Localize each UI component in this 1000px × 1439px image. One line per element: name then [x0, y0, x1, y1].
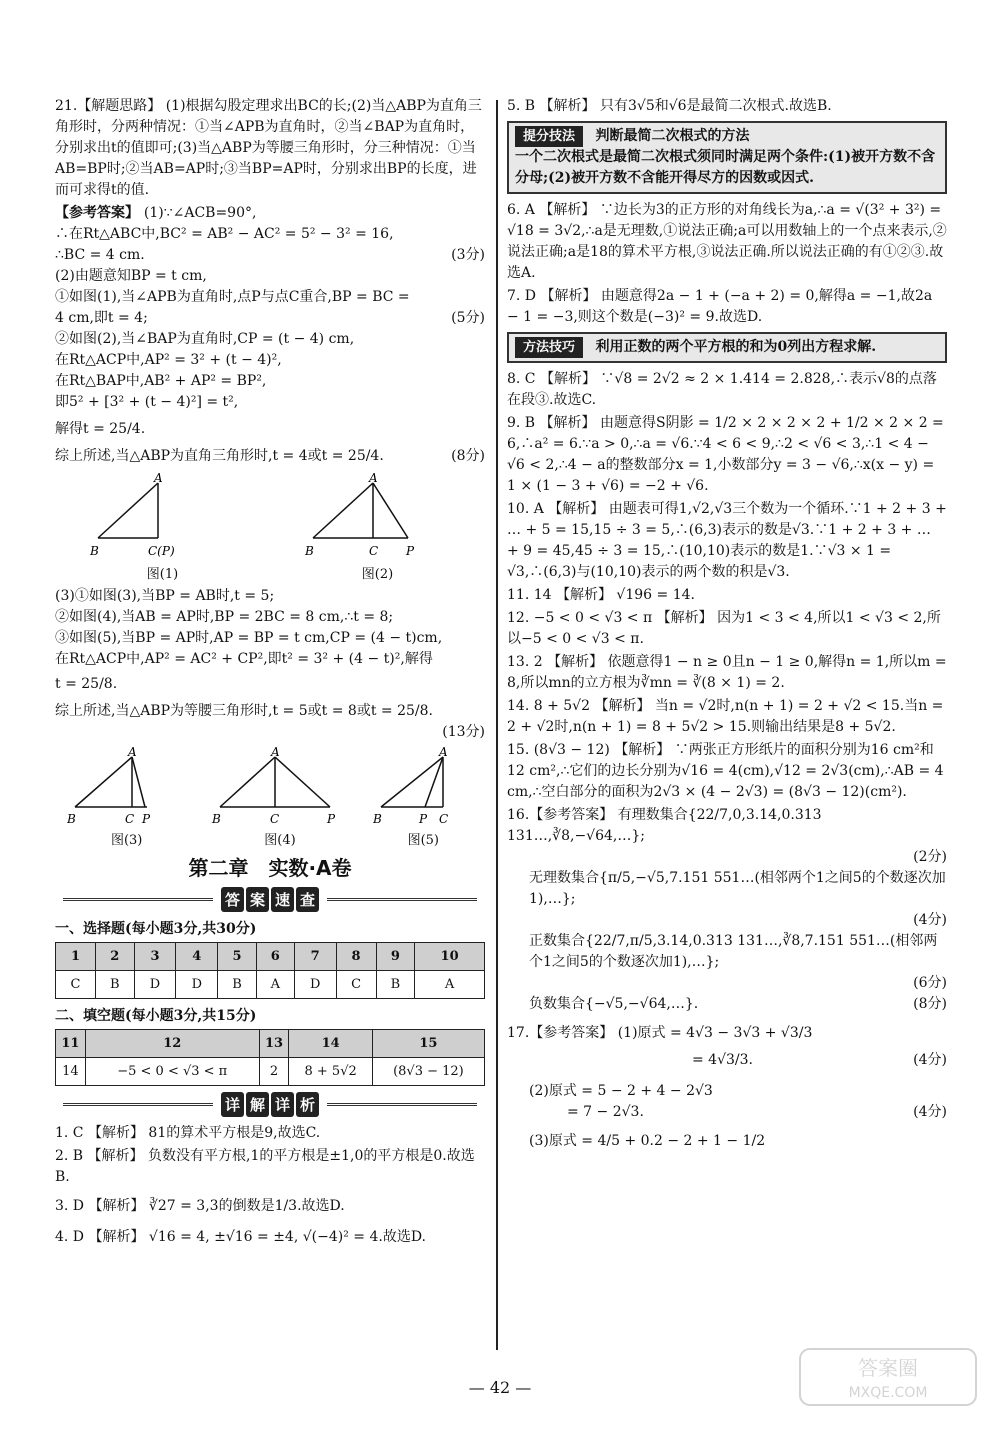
tip-box	[507, 121, 947, 194]
figure-label: C(P)	[147, 544, 175, 558]
score: (8分)	[913, 996, 947, 1012]
table-cell: 14	[56, 1058, 86, 1086]
q21-line: ③如图(5),当BP = AP时,AP = BP = t cm,CP = (4 − t)cm,	[55, 630, 443, 646]
figure-caption: 图(2)	[361, 567, 394, 582]
q16-line: 负数集合{−√5,−√64,…}. (8分)	[507, 994, 947, 1015]
table-cell: A	[415, 971, 485, 999]
detail-item: 15. (8√3 − 12) 【解析】 ∵两张正方形纸片的面积分别为16 cm²和12 cm²,∴它们的边长分别为√16 = 4(cm),√12 = 2√3(cm),∴AB = 4 cm,∴空白部分的面积为2√3 × (4 − 2√3) = (8√3 − 12)(cm²).	[507, 742, 944, 800]
q17-line: (3)原式 = 4/5 + 0.2 − 2 + 1 − 1/2	[529, 1133, 766, 1149]
figure-label: A	[153, 473, 163, 485]
table-header: 10	[415, 943, 485, 971]
q21-line: ②如图(2),当∠BAP为直角时,CP = (t − 4) cm,	[55, 331, 355, 347]
detailed-analysis-banner	[55, 1092, 485, 1117]
q21-head: 21.【解题思路】 (1)根据勾股定理求出BC的长;(2)当△ABP为直角三角形时，分两种情况：①当∠APB为直角时，②当∠BAP为直角时，分别求出t的值即可;(3)当△ABP为等腰三角形时，分三种情况：①当AB=BP时;②当AB=AP时;③当BP=AP时，分别求出BP的长度，进而可求得t的值.	[55, 98, 482, 198]
q21-line: 综上所述,当△ABP为直角三角形时,t = 4或t = 25/4. (8分)	[55, 446, 485, 467]
table-cell: D	[176, 971, 218, 999]
table-cell: D	[294, 971, 336, 999]
figure-4-drawing	[210, 747, 350, 827]
fill-section-title: 二、填空题(每小题3分,共15分)	[55, 1008, 257, 1024]
q21-answer-label: 【参考答案】 (1)∵∠ACB=90°,	[55, 205, 257, 221]
choice-section-title: 一、选择题(每小题3分,共30分)	[55, 921, 257, 937]
q16-line: 16.【参考答案】 有理数集合{22/7,0,3.14,0.313 131…,∛8,−√64,…};	[507, 807, 822, 844]
q21-line: ∴BC = 4 cm. (3分)	[55, 245, 485, 266]
figure-5-drawing	[373, 747, 473, 827]
score: (6分)	[913, 975, 947, 991]
banner-char: 析	[296, 1092, 319, 1117]
banner-char: 案	[246, 887, 269, 912]
figure-label: B	[304, 544, 314, 558]
detail-item: 5. B 【解析】 只有3√5和√6是最简二次根式.故选B.	[507, 98, 832, 114]
figure-4	[210, 747, 350, 848]
detail-item: 13. 2 【解析】 依题意得1 − n ≥ 0且n − 1 ≥ 0,解得n = 1,所以m = 8,所以mn的立方根为∛mn = ∛(8 × 1) = 2.	[507, 654, 947, 691]
figure-label: A	[368, 473, 378, 485]
figures-row-2	[55, 747, 485, 848]
svg-text:MXQE.COM: MXQE.COM	[848, 1385, 928, 1401]
detail-item: 11. 14 【解析】 √196 = 14.	[507, 587, 695, 603]
score: (3分)	[451, 247, 485, 263]
q21-line: (3)①如图(3),当BP = AB时,t = 5;	[55, 588, 275, 604]
figure-2-drawing	[303, 473, 453, 561]
chapter-title: 第二章 实数·A卷	[188, 856, 352, 880]
figure-3-drawing	[67, 747, 187, 827]
table-cell: A	[256, 971, 294, 999]
table-cell: 8 + 5√2	[289, 1058, 372, 1086]
figure-label: P	[141, 812, 150, 826]
right-column	[507, 96, 947, 1152]
q21-line: t = 25/8.	[55, 676, 118, 692]
tip-body: 利用正数的两个平方根的和为0列出方程求解.	[595, 339, 877, 355]
q21-line: 即5² + [3² + (t − 4)²] = t²,	[55, 394, 239, 410]
detail-item: 1. C 【解析】 81的算术平方根是9,故选C.	[55, 1125, 321, 1141]
score: (2分)	[913, 849, 947, 865]
q17-line: 17.【参考答案】 (1)原式 = 4√3 − 3√3 + √3/3	[507, 1025, 813, 1041]
column-divider	[496, 100, 498, 1350]
answer-quick-check-banner	[55, 887, 485, 912]
banner-char: 答	[221, 887, 244, 912]
tip-body: 一个二次根式是最简二次根式须同时满足两个条件:(1)被开方数不含分母;(2)被开方数不含能开得尽方的因数或因式.	[515, 149, 936, 186]
figure-label: P	[405, 544, 414, 558]
tip-heading: 判断最简二次根式的方法	[595, 128, 750, 144]
q21-line: ②如图(4),当AB = AP时,BP = 2BC = 8 cm,∴t = 8;	[55, 609, 394, 625]
q21-line: 解得t = 25/4.	[55, 421, 146, 437]
table-header: 6	[256, 943, 294, 971]
q17-line: = 7 − 2√3. (4分)	[507, 1102, 947, 1123]
table-cell: 2	[259, 1058, 289, 1086]
q17-line: (2)原式 = 5 − 2 + 4 − 2√3	[529, 1083, 713, 1099]
banner-char: 解	[246, 1092, 269, 1117]
figure-label: C	[439, 812, 449, 826]
score: (5分)	[451, 310, 485, 326]
detail-item: 6. A 【解析】 ∵边长为3的正方形的对角线长为a,∴a = √(3² + 3²) = √18 = 3√2,∴a是无理数,①说法正确;a可以用数轴上的一个点来表示,②说法正确;a是18的算术平方根,③说法正确.所以说法正确的有①②③.故选A.	[507, 202, 947, 281]
detail-item: 10. A 【解析】 由题表可得1,√2,√3三个数为一个循环.∵1 + 2 + 3 + … + 5 = 15,15 ÷ 3 = 5,∴(6,3)表示的数是√3.∵1 + 2 + 3 + … + 9 = 45,45 ÷ 3 = 15,∴(10,10)表示的数是1.∵√3 × 1 = √3,∴(6,3)与(10,10)表示的两个数的积是√3.	[507, 501, 947, 580]
table-cell: B	[96, 971, 135, 999]
figure-5	[373, 747, 473, 848]
table-header: 12	[85, 1030, 259, 1058]
fill-answer-table	[55, 1029, 485, 1086]
figures-row-1	[55, 473, 485, 582]
tip-tag: 方法技巧	[515, 337, 583, 358]
svg-text:答案圈: 答案圈	[858, 1356, 918, 1380]
table-cell: B	[218, 971, 257, 999]
figure-label: C	[269, 812, 280, 826]
banner-char: 详	[221, 1092, 244, 1117]
table-cell: C	[56, 971, 96, 999]
q17-line: = 4√3/3. (4分)	[507, 1050, 947, 1071]
score: (4分)	[913, 1052, 947, 1068]
figure-label: B	[89, 544, 99, 558]
figure-label: C	[368, 544, 378, 558]
detail-item: 2. B 【解析】 负数没有平方根,1的平方根是±1,0的平方根是0.故选B.	[55, 1148, 475, 1185]
figure-caption: 图(5)	[407, 833, 440, 848]
table-cell: B	[376, 971, 415, 999]
left-column	[55, 96, 485, 1250]
figure-label: A	[127, 747, 137, 759]
figure-label: B	[211, 812, 221, 826]
detail-item: 9. B 【解析】 由题意得S阴影 = 1/2 × 2 × 2 × 2 + 1/2 × 2 × 2 = 6,∴a² = 6.∵a > 0,∴a = √6.∵4 < 6 < 9,∴2 < √6 < 3,∴1 < 4 − √6 < 2,∴4 − a的整数部分x = 1,小数部分y = 3 − √6,∴x(x − y) = 1 × (1 − 3 + √6) = −2 + √6.	[507, 415, 944, 494]
q21-line: ∴在Rt△ABC中,BC² = AB² − AC² = 5² − 3² = 16,	[55, 226, 394, 242]
banner-char: 查	[296, 887, 319, 912]
q21-line: 在Rt△ACP中,AP² = 3² + (t − 4)²,	[55, 352, 282, 368]
table-header: 3	[134, 943, 176, 971]
table-cell: −5 < 0 < √3 < π	[85, 1058, 259, 1086]
figure-label: C	[124, 812, 134, 826]
choice-answer-table	[55, 942, 485, 999]
detail-item: 3. D 【解析】 ∛27 = 3,3的倒数是1/3.故选D.	[55, 1198, 345, 1214]
figure-label: B	[373, 812, 383, 826]
table-header: 1	[56, 943, 96, 971]
detail-item: 14. 8 + 5√2 【解析】 当n = √2时,n(n + 1) = 2 + √2 < 15.当n = 2 + √2时,n(n + 1) = 8 + 5√2 > 15.则输出结果是8 + 5√2.	[507, 698, 944, 735]
table-cell: C	[336, 971, 376, 999]
tip-box	[507, 332, 947, 363]
tip-tag: 提分技法	[515, 126, 583, 147]
banner-char: 详	[271, 1092, 294, 1117]
detail-item: 12. −5 < 0 < √3 < π 【解析】 因为1 < 3 < 4,所以1 < √3 < 2,所以−5 < 0 < √3 < π.	[507, 610, 941, 647]
table-row	[56, 971, 485, 999]
score: (4分)	[913, 912, 947, 928]
table-header: 2	[96, 943, 135, 971]
figure-label: A	[270, 747, 280, 759]
q21-line: 在Rt△BAP中,AB² + AP² = BP²,	[55, 373, 267, 389]
table-header-row	[56, 943, 485, 971]
table-header: 8	[336, 943, 376, 971]
figure-caption: 图(4)	[264, 833, 296, 848]
table-row	[56, 1058, 485, 1086]
q21-line: 综上所述,当△ABP为等腰三角形时,t = 5或t = 8或t = 25/8.	[55, 703, 433, 719]
watermark-logo	[798, 1345, 978, 1409]
table-header: 14	[289, 1030, 372, 1058]
score: (4分)	[913, 1104, 947, 1120]
detail-item: 8. C 【解析】 ∵√8 = 2√2 ≈ 2 × 1.414 = 2.828,∴表示√8的点落在段③.故选C.	[507, 371, 937, 408]
table-header: 5	[218, 943, 257, 971]
figure-2	[303, 473, 453, 582]
table-header: 7	[294, 943, 336, 971]
figure-caption: 图(3)	[110, 833, 143, 848]
table-header: 13	[259, 1030, 289, 1058]
table-cell: D	[134, 971, 176, 999]
q16-line: 正数集合{22/7,π/5,3.14,0.313 131…,∛8,7.151 551…(相邻两个1之间5的个数逐次加1),…};	[529, 933, 938, 970]
detail-item: 7. D 【解析】 由题意得2a − 1 + (−a + 2) = 0,解得a = −1,故2a − 1 = −3,则这个数是(−3)² = 9.故选D.	[507, 288, 933, 325]
figure-label: A	[439, 747, 448, 759]
page-number: — 42 —	[468, 1378, 532, 1397]
table-cell: (8√3 − 12)	[372, 1058, 484, 1086]
detail-item: 4. D 【解析】 √16 = 4, ±√16 = ±4, √(−4)² = 4.故选D.	[55, 1229, 426, 1245]
score: (13分)	[442, 724, 485, 740]
figure-label: P	[326, 812, 336, 826]
score: (8分)	[451, 448, 485, 464]
table-header: 15	[372, 1030, 484, 1058]
figure-caption: 图(1)	[146, 567, 179, 582]
q21-line: ①如图(1),当∠APB为直角时,点P与点C重合,BP = BC =	[55, 289, 410, 305]
q16-line: 无理数集合{π/5,−√5,7.151 551…(相邻两个1之间5的个数逐次加1),…};	[529, 870, 946, 907]
table-header: 4	[176, 943, 218, 971]
table-header-row	[56, 1030, 485, 1058]
figure-label: B	[66, 812, 76, 826]
figure-label: P	[419, 812, 428, 826]
banner-char: 速	[271, 887, 294, 912]
q21-line: 4 cm,即t = 4; (5分)	[55, 308, 485, 329]
figure-3	[67, 747, 187, 848]
table-header: 11	[56, 1030, 86, 1058]
figure-1-drawing	[88, 473, 238, 561]
q21-line: 在Rt△ACP中,AP² = AC² + CP²,即t² = 3² + (4 − t)²,解得	[55, 651, 433, 667]
q21-line: (2)由题意知BP = t cm,	[55, 268, 207, 284]
figure-1	[88, 473, 238, 582]
table-header: 9	[376, 943, 415, 971]
